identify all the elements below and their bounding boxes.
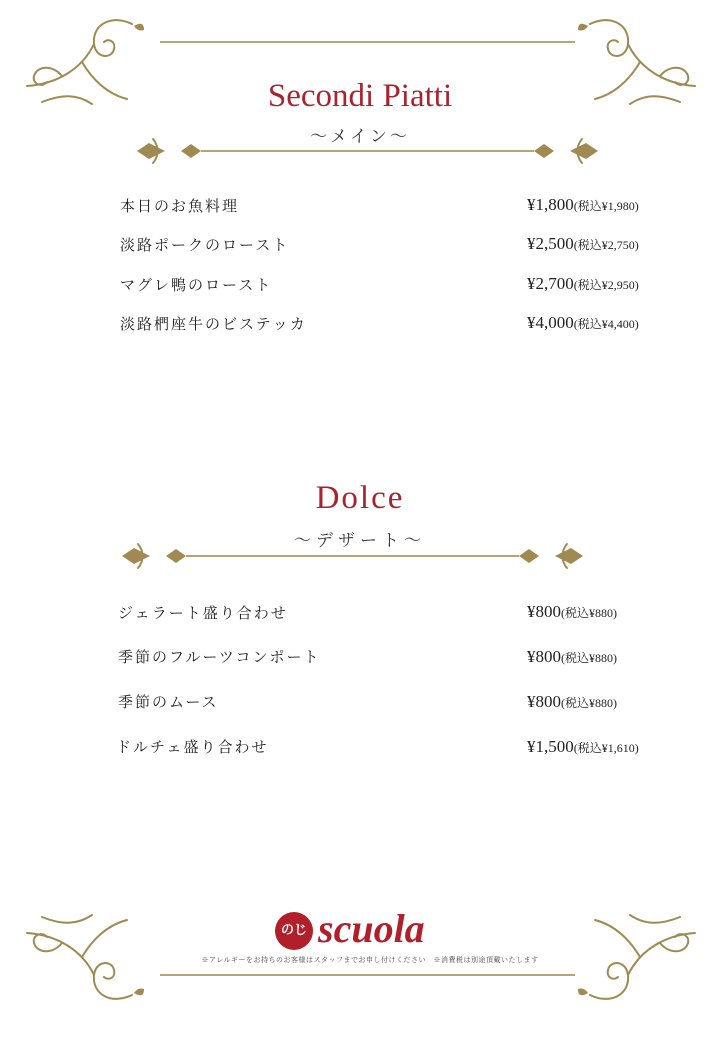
price-tax-included: (税込¥1,610) xyxy=(573,741,639,755)
menu-item-name: マグレ鴨のロースト xyxy=(120,276,273,294)
price-value: ¥1,800 xyxy=(527,195,574,214)
divider-ornament-main-icon xyxy=(135,134,600,168)
logo-badge: のじま xyxy=(275,912,313,950)
logo-text: scuola xyxy=(318,906,425,951)
price-tax-included: (税込¥880) xyxy=(561,651,617,665)
menu-item-price xyxy=(527,737,639,757)
menu-item-name: 季節のフルーツコンポート xyxy=(118,648,321,666)
section-title-main: Secondi Piatti xyxy=(267,78,453,114)
price-value: ¥800 xyxy=(527,692,561,711)
price-value: ¥1,500 xyxy=(527,737,574,756)
price-tax-included: (税込¥2,950) xyxy=(573,278,639,292)
price-tax-included: (税込¥880) xyxy=(561,606,617,620)
menu-item-price xyxy=(527,274,639,294)
menu-item-price xyxy=(527,692,617,712)
price-tax-included: (税込¥4,400) xyxy=(573,317,639,331)
price-value: ¥2,500 xyxy=(527,234,574,253)
corner-ornament-bottom-left-icon xyxy=(22,910,147,1005)
footer-note: ※アレルギーをお持ちのお客様はスタッフまでお申し付けください ※消費税は別途頂戴いたします xyxy=(201,956,539,964)
divider-ornament-dessert-icon xyxy=(120,539,585,573)
section-subtitle-main: 〜メイン〜 xyxy=(310,127,410,147)
menu-item-price xyxy=(527,313,639,333)
price-tax-included: (税込¥1,980) xyxy=(573,199,639,213)
menu-item-price xyxy=(527,234,639,254)
menu-item-price xyxy=(527,195,639,215)
menu-item-name: 本日のお魚料理 xyxy=(120,197,240,215)
section-subtitle-dessert: 〜デザート〜 xyxy=(294,531,426,551)
menu-item-price xyxy=(527,602,617,622)
menu-item-name: 淡路椚座牛のビステッカ xyxy=(120,315,307,333)
price-value: ¥4,000 xyxy=(527,313,574,332)
corner-ornament-bottom-right-icon xyxy=(575,910,700,1005)
price-value: ¥800 xyxy=(527,602,561,621)
menu-item-name: 季節のムース xyxy=(118,693,219,711)
price-value: ¥2,700 xyxy=(527,274,574,293)
price-tax-included: (税込¥2,750) xyxy=(573,238,639,252)
menu-item-name: 淡路ポークのロースト xyxy=(120,236,290,254)
menu-item-name: ドルチェ盛り合わせ xyxy=(116,738,269,756)
top-rule xyxy=(160,40,575,44)
price-tax-included: (税込¥880) xyxy=(561,696,617,710)
price-value: ¥800 xyxy=(527,647,561,666)
menu-item-price xyxy=(527,647,617,667)
bottom-rule xyxy=(160,973,575,977)
section-title-dessert: Dolce xyxy=(315,480,405,516)
menu-item-name: ジェラート盛り合わせ xyxy=(118,604,288,622)
